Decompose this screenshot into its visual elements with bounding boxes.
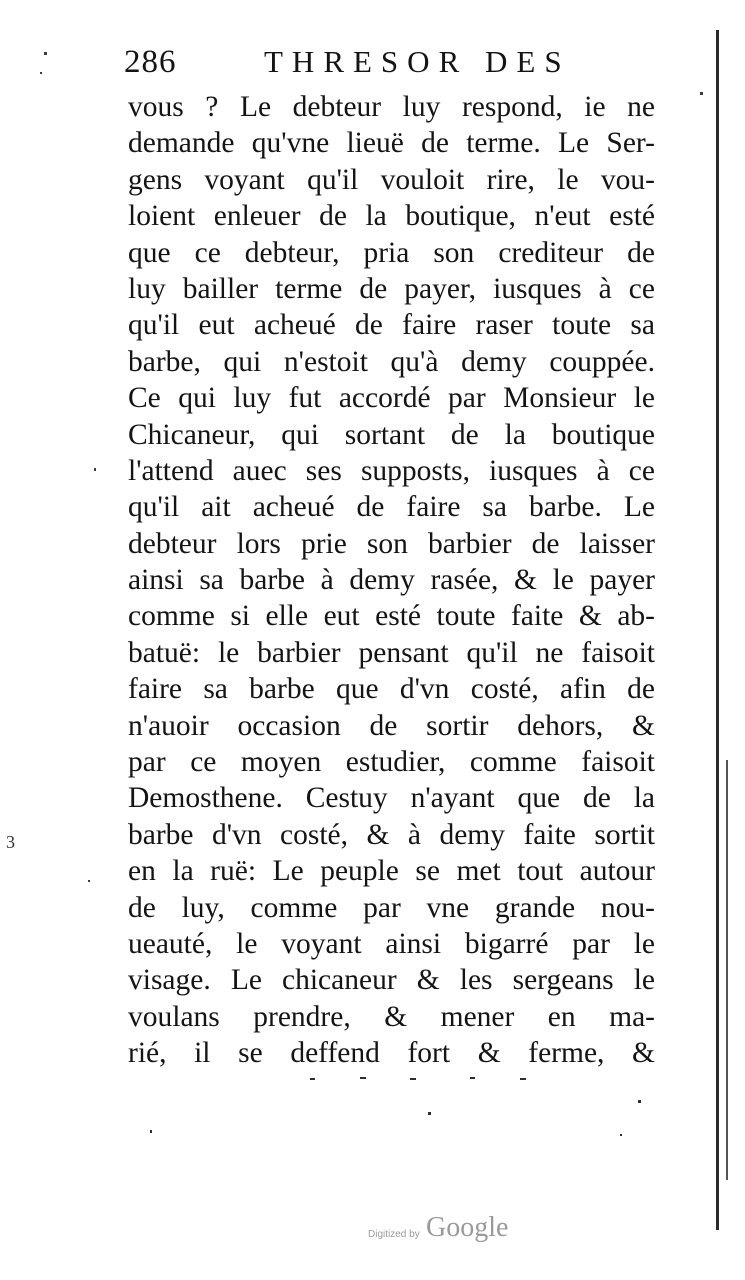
- text-line: demande qu'vne lieuë de terme. Le Ser-: [128, 127, 655, 160]
- scan-speck: [40, 72, 42, 74]
- page-number: 286: [124, 44, 177, 80]
- text-line: l'attend auec ses supposts, iusques à ce: [128, 454, 655, 487]
- scan-speck: [88, 880, 90, 882]
- text-line: gens voyant qu'il vouloit rire, le vou-: [128, 163, 655, 196]
- text-line: Ce qui luy fut accordé par Monsieur le: [128, 382, 655, 415]
- body-text: [128, 89, 655, 1072]
- text-line: Chicaneur, qui sortant de la boutique: [128, 418, 655, 451]
- text-line: voulans prendre, & mener en ma-: [128, 1000, 655, 1033]
- text-line: faire sa barbe que d'vn costé, afin de: [128, 673, 655, 706]
- google-logo: Google: [426, 1212, 509, 1243]
- text-line: que ce debteur, pria son crediteur de: [128, 236, 655, 269]
- page-header: [124, 44, 664, 88]
- text-line: en la ruë: Le peuple se met tout autour: [128, 855, 655, 888]
- scan-speck: [44, 52, 47, 55]
- text-line: barbe, qui n'estoit qu'à demy couppée.: [128, 345, 655, 378]
- scan-residue: [150, 1070, 650, 1170]
- text-line: Demosthene. Cestuy n'ayant que de la: [128, 782, 655, 815]
- margin-mark: 3: [6, 832, 15, 852]
- text-line: debteur lors prie son barbier de laisser: [128, 527, 655, 560]
- text-line: qu'il eut acheué de faire raser toute sa: [128, 309, 655, 342]
- text-line: batuë: le barbier pensant qu'il ne faisoit: [128, 636, 655, 669]
- running-head: THRESOR DES: [264, 44, 571, 79]
- text-line: ueauté, le voyant ainsi bigarré par le: [128, 927, 655, 960]
- text-line: comme si elle eut esté toute faite & ab-: [128, 600, 655, 633]
- text-line: vous ? Le debteur luy respond, ie ne: [128, 91, 655, 123]
- page-edge-rule: [716, 30, 719, 1230]
- text-line: qu'il ait acheué de faire sa barbe. Le: [128, 491, 655, 524]
- scan-speck: [94, 468, 96, 471]
- text-line: par ce moyen estudier, comme faisoit: [128, 746, 655, 779]
- page-edge-shadow: [726, 760, 728, 1180]
- text-line: de luy, comme par vne grande nou-: [128, 891, 655, 924]
- digitized-by-label: Digitized by: [368, 1229, 420, 1240]
- text-line: loient enleuer de la boutique, n'eut esté: [128, 200, 655, 233]
- text-line: ainsi sa barbe à demy rasée, & le payer: [128, 564, 655, 597]
- text-line: n'auoir occasion de sortir dehors, &: [128, 709, 655, 742]
- text-line: visage. Le chicaneur & les sergeans le: [128, 964, 655, 997]
- text-line: luy bailler terme de payer, iusques à ce: [128, 272, 655, 305]
- digitized-by-google-watermark: [368, 1212, 538, 1252]
- text-line: rié, il se deffend fort & ferme, &: [128, 1037, 655, 1070]
- scan-speck: [700, 92, 703, 95]
- text-line: barbe d'vn costé, & à demy faite sortit: [128, 818, 655, 851]
